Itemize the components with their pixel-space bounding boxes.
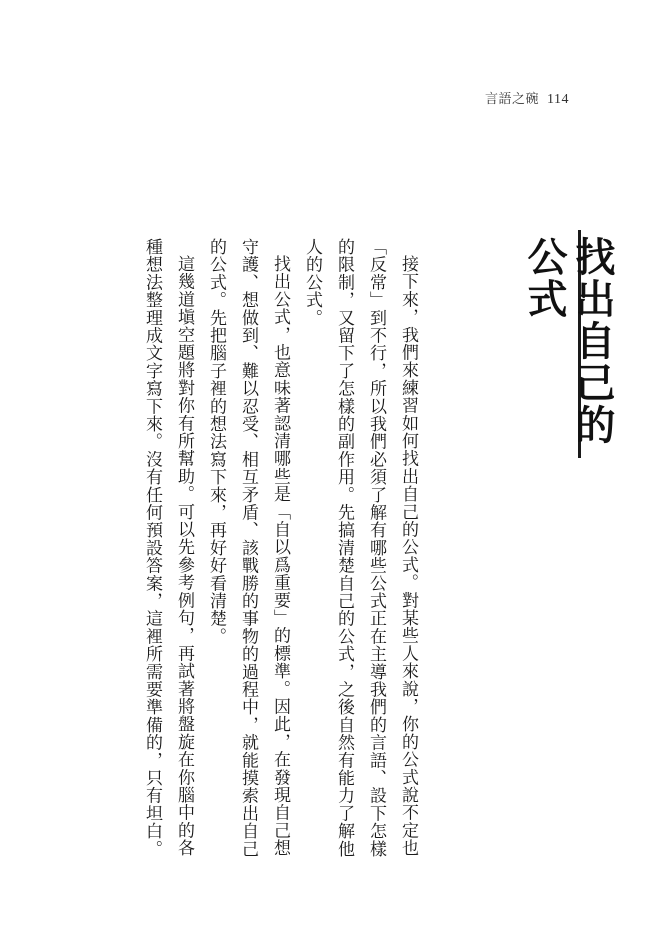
page-number: 114 — [547, 92, 569, 107]
paragraph-3: 這幾道塡空題將對你有所幫助。可以先參考例句，再試著將盤旋在你腦中的各種想法整理成文字寫下來。沒有任何預設答案，這裡所需要準備的，只有坦白。 — [142, 238, 194, 858]
body-text — [142, 238, 424, 858]
section-title-block — [520, 230, 615, 458]
paragraph-1: 接下來，我們來練習如何找出自己的公式。對某些人來說，你的公式說不定也「反常」到不行，所以我們必須了解有哪些公式正在主導我們的言語、設下怎樣的限制，又留下了怎樣的副作用。先搞清楚自己的公式，之後自然有能力了解他人的公式。 — [302, 238, 418, 858]
running-header — [485, 88, 569, 108]
section-title: 找出自己的公式 — [521, 236, 615, 446]
book-title: 言語之碗 — [485, 92, 540, 107]
paragraph-2: 找出公式，也意味著認清哪些是「自以爲重要」的標準。因此，在發現自己想守護、想做到、難以忍受、相互矛盾、該戰勝的事物的過程中，就能摸索出自己的公式。先把腦子裡的想法寫下來，再好好看清楚。 — [206, 238, 290, 858]
